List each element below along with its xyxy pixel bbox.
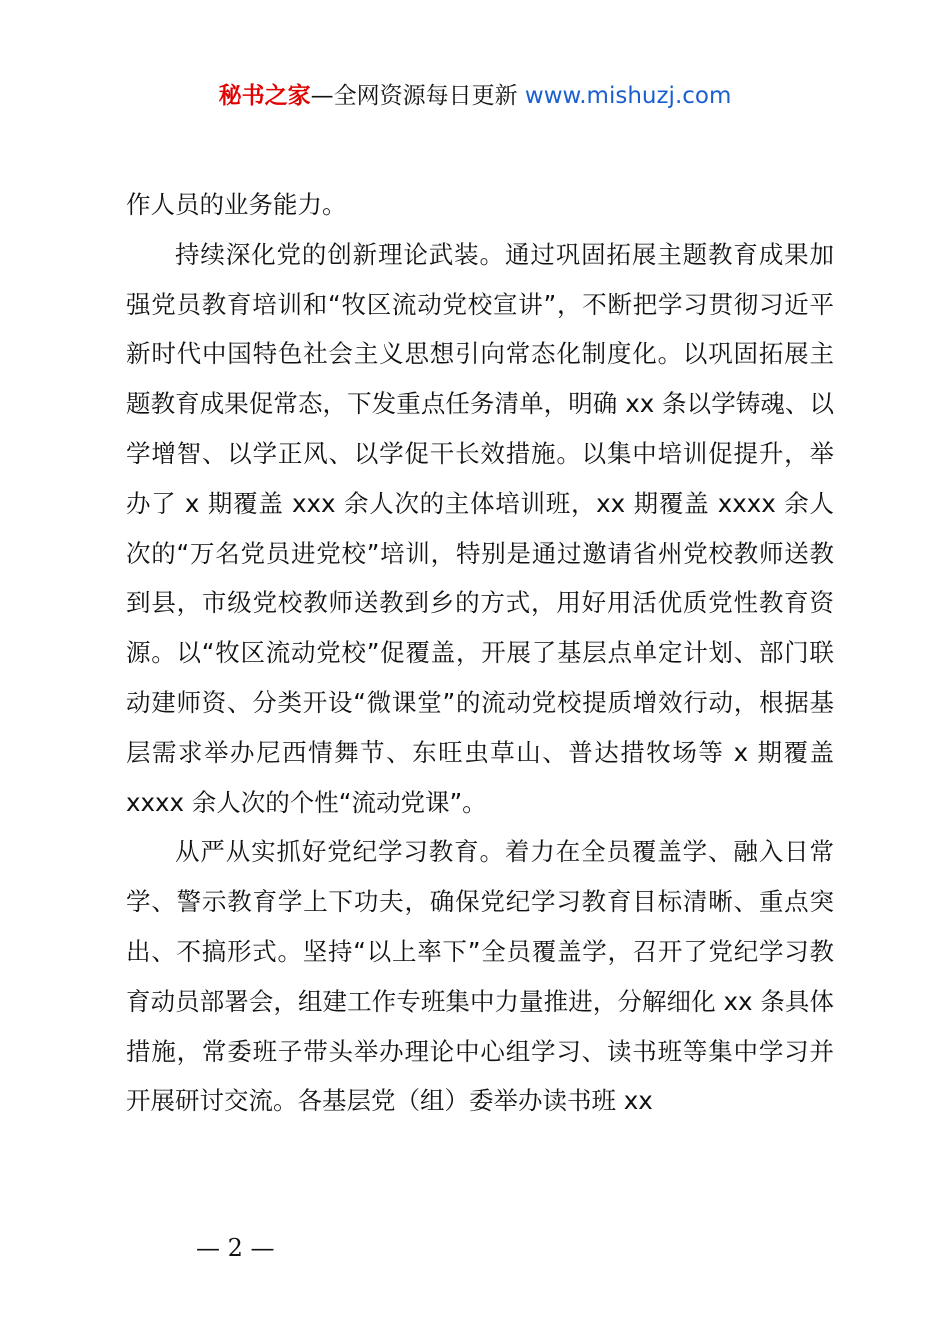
site-url: www.mishuzj.com	[524, 83, 732, 109]
site-brand: 秘书之家	[218, 83, 311, 109]
page-number: — 2 —	[196, 1234, 275, 1262]
document-body	[126, 180, 834, 1126]
paragraph-continued: 作人员的业务能力。	[126, 190, 347, 219]
site-tagline: —全网资源每日更新	[310, 83, 525, 109]
paragraph-theory-study: 持续深化党的创新理论武装。通过巩固拓展主题教育成果加强党员教育培训和“牧区流动党校宣讲”，不断把学习贯彻习近平新时代中国特色社会主义思想引向常态化制度化。以巩固拓展主题教育成果促常态，下发重点任务清单，明确 xx 条以学铸魂、以学增智、以学正风、以学促干长效措施。以集中培训促提升，举办了 x 期覆盖 xxx 余人次的主体培训班，xx 期覆盖 xxxx 余人次的“万名党员进党校”培训，特别是通过邀请省州党校教师送教到县，市级党校教师送教到乡的方式，用好用活优质党性教育资源。以“牧区流动党校”促覆盖，开展了基层点单定计划、部门联动建师资、分类开设“微课堂”的流动党校提质增效行动，根据基层需求举办尼西情舞节、东旺虫草山、普达措牧场等 x 期覆盖 xxxx 余人次的个性“流动党课”。	[126, 239, 834, 817]
paragraph-discipline-education: 从严从实抓好党纪学习教育。着力在全员覆盖学、融入日常学、警示教育学上下功夫，确保党纪学习教育目标清晰、重点突出、不搞形式。坚持“以上率下”全员覆盖学，召开了党纪学习教育动员部署会，组建工作专班集中力量推进，分解细化 xx 条具体措施，常委班子带头举办理论中心组学习、读书班等集中学习并开展研讨交流。各基层党（组）委举办读书班 xx	[126, 837, 834, 1116]
site-header	[0, 80, 950, 112]
